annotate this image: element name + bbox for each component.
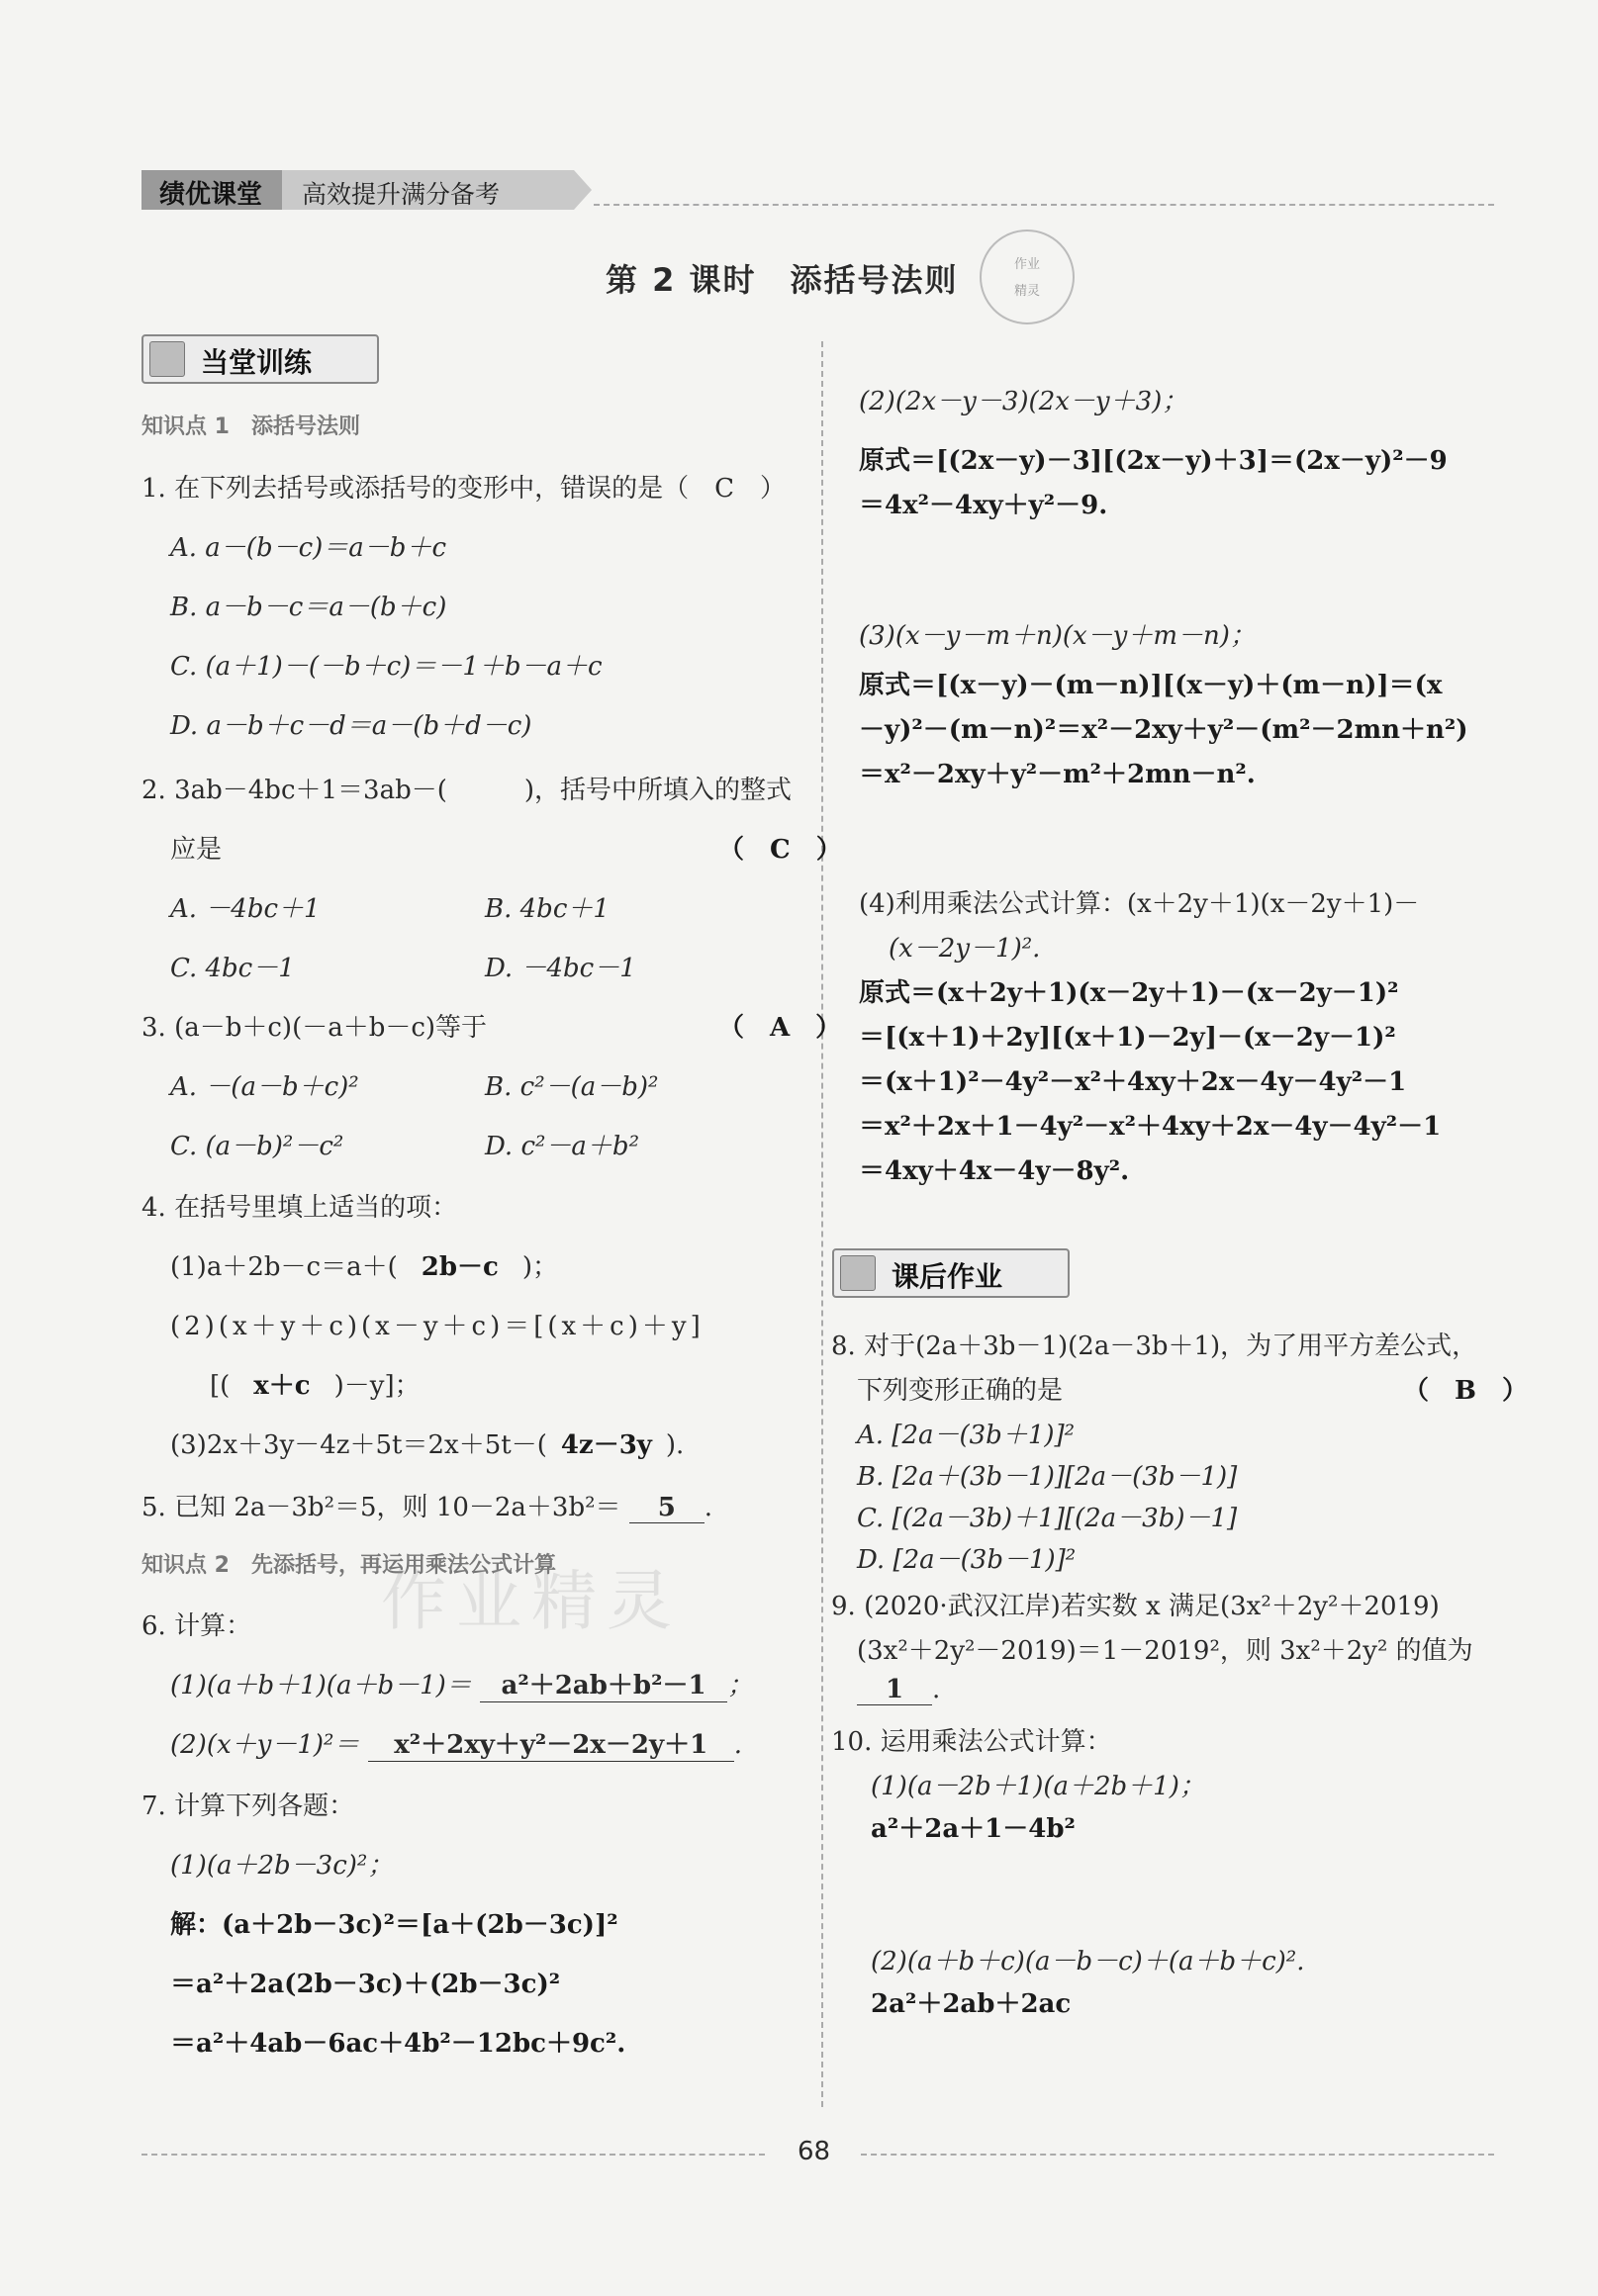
q8-option-d: D. [2a－(3b－1)]²: [857, 1545, 1077, 1575]
section-in-class: [141, 334, 379, 384]
q2-stem-line2: 应是: [170, 835, 223, 865]
q2-answer: （ C ）: [718, 835, 842, 865]
q4-p1-end: )；: [521, 1252, 558, 1282]
stamp-line2: 精灵: [1013, 284, 1040, 299]
q1-option-b: B. a－b－c＝a－(b＋c): [170, 593, 447, 622]
q6-part2: [170, 1724, 742, 1762]
q8-option-c: C. [(2a－3b)＋1][(2a－3b)－1]: [857, 1504, 1238, 1533]
q2-option-a: A. －4bc＋1: [170, 894, 321, 924]
q4-p3-text: (3)2x＋3y－4z＋5t＝2x＋5t－(: [170, 1430, 547, 1460]
q7-solution-line8: ＝x²－2xy＋y²－m²＋2mn－n².: [859, 760, 1256, 789]
q9-end: .: [932, 1675, 941, 1704]
stamp-line1: 作业: [1013, 257, 1040, 272]
footer-divider-left: [141, 2154, 765, 2156]
q1-stem: 1. 在下列去括号或添括号的变形中，错误的是（ C ）: [141, 474, 786, 504]
q4-part2-line1: (2)(x＋y＋c)(x－y＋c)＝[(x＋c)＋y]: [170, 1312, 705, 1341]
q3-option-d: D. c²－a＋b²: [485, 1132, 640, 1161]
q4-p2-end: )－y]；: [333, 1371, 421, 1401]
q7-solution-line6: 原式＝[(x－y)－(m－n)][(x－y)＋(m－n)]＝(x: [859, 671, 1443, 700]
q7-part4-line1: (4)利用乘法公式计算：(x＋2y＋1)(x－2y＋1)－: [859, 889, 1420, 919]
q9-line1: 9. (2020·武汉江岸)若实数 x 满足(3x²＋2y²＋2019): [831, 1592, 1440, 1621]
q7-solution-line12: ＝x²＋2x＋1－4y²－x²＋4xy＋2x－4y－4y²－1: [859, 1112, 1442, 1142]
q2-stem-line1: 2. 3ab－4bc＋1＝3ab－( )，括号中所填入的整式: [141, 776, 793, 805]
q5-answer: 5: [629, 1493, 705, 1523]
q7-part1: (1)(a＋2b－3c)²；: [170, 1851, 394, 1881]
q1-option-d: D. a－b＋c－d＝a－(b＋d－c): [170, 711, 532, 741]
q7-solution-line7: －y)²－(m－n)²＝x²－2xy＋y²－(m²－2mn＋n²): [859, 715, 1468, 745]
q6-p1-end: ；: [727, 1671, 754, 1700]
q8-option-b: B. [2a＋(3b－1)][2a－(3b－1)]: [857, 1462, 1238, 1492]
q7-part4-line2: (x－2y－1)².: [889, 934, 1041, 964]
q10-part2: (2)(a＋b＋c)(a－b－c)＋(a＋b＋c)².: [871, 1947, 1305, 1976]
q7-part3: (3)(x－y－m＋n)(x－y＋m－n)；: [859, 621, 1256, 651]
q7-solution-line1: 解：(a＋2b－3c)²＝[a＋(2b－3c)]²: [170, 1910, 618, 1940]
q9-answer-line: [857, 1675, 940, 1705]
q6-p2-text: (2)(x＋y－1)²＝: [170, 1730, 360, 1760]
q9-line2: (3x²＋2y²－2019)＝1－2019²，则 3x²＋2y² 的值为: [857, 1636, 1473, 1666]
q4-part1: [170, 1246, 558, 1283]
q10-answer2: 2a²＋2ab＋2ac: [871, 1989, 1072, 2019]
q1-option-a: A. a－(b－c)＝a－b＋c: [170, 533, 447, 563]
q8-answer: （ B ）: [1403, 1376, 1528, 1406]
q7-solution-line13: ＝4xy＋4x－4y－8y².: [859, 1156, 1130, 1186]
q4-p1-answer: 2b－c: [421, 1252, 499, 1282]
q4-p3-end: ).: [665, 1430, 685, 1460]
q4-p2-open: [(: [210, 1371, 231, 1401]
q9-answer: 1: [857, 1675, 932, 1705]
q4-p2-answer: x＋c: [253, 1371, 311, 1401]
q7-solution-line3: ＝a²＋4ab－6ac＋4b²－12bc＋9c².: [170, 2029, 626, 2059]
q3-stem: 3. (a－b＋c)(－a＋b－c)等于: [141, 1013, 488, 1043]
q3-option-a: A. －(a－b＋c)²: [170, 1072, 359, 1102]
q5-end: .: [704, 1493, 713, 1522]
q2-option-d: D. －4bc－1: [485, 954, 636, 983]
q5: [141, 1487, 712, 1523]
knowledge-point-1: 知识点 1 添括号法则: [141, 414, 360, 439]
section-after-class: [832, 1248, 1070, 1298]
stamp-logo: [980, 230, 1075, 324]
footer-divider-right: [861, 2154, 1494, 2156]
q3-option-c: C. (a－b)²－c²: [170, 1132, 344, 1161]
q4-part2-line2: [210, 1365, 421, 1402]
q6-p2-end: .: [733, 1730, 742, 1760]
knowledge-point-2: 知识点 2 先添括号，再运用乘法公式计算: [141, 1553, 556, 1578]
header-brand: 绩优课堂: [159, 180, 263, 210]
q4-p1-text: (1)a＋2b－c＝a＋(: [170, 1252, 398, 1282]
q8-stem-line1: 8. 对于(2a＋3b－1)(2a－3b＋1)，为了用平方差公式，: [831, 1332, 1478, 1361]
q7-solution-line9: 原式＝(x＋2y＋1)(x－2y＋1)－(x－2y－1)²: [859, 978, 1399, 1008]
q8-option-a: A. [2a－(3b＋1)]²: [857, 1421, 1076, 1450]
q4-part3: [170, 1424, 684, 1461]
watermark: 作业精灵: [381, 1563, 682, 1639]
q6-part1: [170, 1665, 753, 1702]
section-label: 当堂训练: [201, 346, 313, 379]
q7-solution-line2: ＝a²＋2a(2b－3c)＋(2b－3c)²: [170, 1970, 561, 1999]
header-arrow: [574, 170, 592, 210]
q6-p2-answer: x²＋2xy＋y²－2x－2y＋1: [368, 1724, 734, 1762]
q7-solution-line5: ＝4x²－4xy＋y²－9.: [859, 491, 1108, 520]
q3-option-b: B. c²－(a－b)²: [485, 1072, 659, 1102]
column-divider: [821, 341, 823, 2107]
q7-solution-line10: ＝[(x＋1)＋2y][(x＋1)－2y]－(x－2y－1)²: [859, 1023, 1396, 1053]
q2-option-c: C. 4bc－1: [170, 954, 295, 983]
page-number: 68: [798, 2137, 831, 2166]
header-divider: [594, 204, 1494, 206]
q2-option-b: B. 4bc＋1: [485, 894, 610, 924]
q10-part1: (1)(a－2b＋1)(a＋2b＋1)；: [871, 1772, 1205, 1801]
q7-solution-line4: 原式＝[(2x－y)－3][(2x－y)＋3]＝(2x－y)²－9: [859, 446, 1448, 476]
q5-text: 5. 已知 2a－3b²＝5，则 10－2a＋3b²＝: [141, 1493, 621, 1522]
q1-option-c: C. (a＋1)－(－b＋c)＝－1＋b－a＋c: [170, 652, 603, 682]
q4-stem: 4. 在括号里填上适当的项：: [141, 1193, 458, 1223]
pencil-book-icon: [840, 1255, 876, 1291]
header-tagline: 高效提升满分备考: [302, 180, 501, 209]
q6-p1-answer: a²＋2ab＋b²－1: [480, 1665, 727, 1702]
q4-p3-answer: 4z－3y: [560, 1430, 652, 1460]
q7-part2: (2)(2x－y－3)(2x－y＋3)；: [859, 387, 1188, 416]
lesson-title: 第 2 课时 添括号法则: [606, 261, 959, 299]
q7-stem: 7. 计算下列各题：: [141, 1791, 355, 1821]
q6-p1-text: (1)(a＋b＋1)(a＋b－1)＝: [170, 1671, 472, 1700]
header-banner: [141, 170, 574, 210]
q8-stem-line2: 下列变形正确的是: [857, 1376, 1064, 1406]
q7-solution-line11: ＝(x＋1)²－4y²－x²＋4xy＋2x－4y－4y²－1: [859, 1067, 1407, 1097]
section-label: 课后作业: [892, 1260, 1003, 1293]
q3-answer: （ A ）: [718, 1013, 842, 1043]
q10-stem: 10. 运用乘法公式计算：: [831, 1727, 1112, 1757]
notebook-icon: [149, 341, 185, 377]
q10-answer1: a²＋2a＋1－4b²: [871, 1814, 1076, 1844]
q6-stem: 6. 计算：: [141, 1611, 252, 1641]
